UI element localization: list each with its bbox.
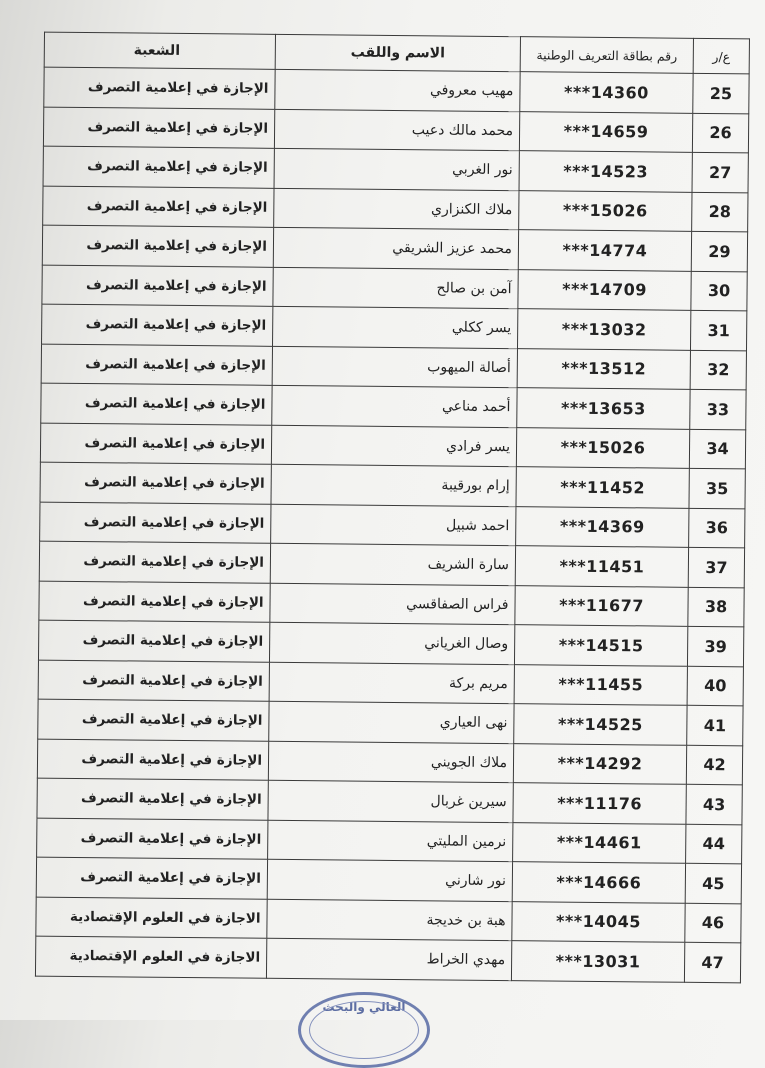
row-full-name: مهدي الخراط: [266, 938, 511, 980]
row-full-name: نهى العياري: [269, 701, 514, 743]
row-full-name: نور الغربي: [274, 148, 519, 190]
row-full-name: يسر فرادي: [271, 425, 516, 467]
row-order-number: 32: [690, 350, 746, 390]
row-order-number: 31: [690, 310, 746, 350]
row-national-id: 11455***: [514, 664, 687, 705]
table-row: [41, 383, 746, 429]
row-order-number: 33: [690, 389, 746, 429]
table-row: [42, 304, 747, 350]
stamp-text: العالي والبحث: [322, 1000, 406, 1014]
table-row: [36, 897, 741, 943]
row-branch: الإجازة في إعلامية التصرف: [42, 265, 273, 307]
row-order-number: 39: [687, 626, 743, 666]
row-national-id: 13653***: [517, 388, 690, 429]
table-row: [42, 225, 747, 271]
row-branch: الإجازة في إعلامية التصرف: [38, 699, 269, 741]
row-branch: الإجازة في إعلامية التصرف: [43, 186, 274, 228]
row-order-number: 35: [689, 468, 745, 508]
row-order-number: 41: [687, 705, 743, 745]
row-branch: الاجازة في العلوم الإقتصادية: [35, 936, 266, 978]
row-national-id: 11677***: [515, 585, 688, 626]
row-national-id: 15026***: [516, 427, 689, 468]
row-full-name: هبة بن خديجة: [267, 899, 512, 941]
table-row: [39, 581, 744, 627]
row-order-number: 28: [692, 192, 748, 232]
row-national-id: 11451***: [515, 546, 688, 587]
row-national-id: 14709***: [518, 269, 691, 310]
row-order-number: 34: [689, 429, 745, 469]
row-full-name: نور شارني: [267, 859, 512, 901]
row-branch: الإجازة في إعلامية التصرف: [42, 225, 273, 267]
table-row: [40, 423, 745, 469]
header-national-id: رقم بطاقة التعريف الوطنية: [520, 37, 693, 74]
table-row: [37, 739, 742, 785]
row-national-id: 13512***: [517, 348, 690, 389]
row-full-name: إرام بورقيبة: [271, 464, 516, 506]
header-order-number: ع/ر: [693, 38, 749, 74]
row-full-name: سارة الشريف: [270, 543, 515, 585]
row-branch: الإجازة في إعلامية التصرف: [37, 818, 268, 860]
row-national-id: 13031***: [511, 941, 684, 982]
row-order-number: 30: [691, 271, 747, 311]
row-order-number: 46: [685, 903, 741, 943]
table-row: [44, 67, 749, 113]
row-full-name: يسر ككلي: [273, 306, 518, 348]
row-order-number: 25: [693, 73, 749, 113]
header-full-name: الاسم واللقب: [275, 34, 520, 71]
table-row: [38, 699, 743, 745]
row-national-id: 14666***: [512, 862, 685, 903]
row-branch: الإجازة في إعلامية التصرف: [39, 541, 270, 583]
row-full-name: ملاك الجويني: [268, 741, 513, 783]
row-order-number: 40: [687, 666, 743, 706]
row-branch: الإجازة في إعلامية التصرف: [38, 660, 269, 702]
table-row: [40, 462, 745, 508]
row-full-name: فراس الصفاقسي: [270, 583, 515, 625]
row-full-name: احمد شبيل: [271, 504, 516, 546]
table-row: [42, 265, 747, 311]
row-branch: الإجازة في إعلامية التصرف: [37, 739, 268, 781]
row-branch: الإجازة في إعلامية التصرف: [41, 344, 272, 386]
row-order-number: 36: [689, 508, 745, 548]
row-branch: الإجازة في إعلامية التصرف: [44, 67, 275, 109]
row-order-number: 42: [686, 745, 742, 785]
row-branch: الإجازة في إعلامية التصرف: [37, 778, 268, 820]
row-full-name: مريم بركة: [269, 662, 514, 704]
table-row: [38, 660, 743, 706]
row-full-name: سيرين غربال: [268, 780, 513, 822]
table-row: [43, 107, 748, 153]
row-order-number: 27: [692, 152, 748, 192]
table-row: [37, 818, 742, 864]
row-branch: الإجازة في إعلامية التصرف: [41, 383, 272, 425]
row-full-name: نرمين المليتي: [268, 820, 513, 862]
row-national-id: 14659***: [519, 111, 692, 152]
row-national-id: 14515***: [514, 625, 687, 666]
row-full-name: آمن بن صالح: [273, 267, 518, 309]
row-national-id: 14774***: [518, 230, 691, 271]
row-national-id: 14292***: [513, 743, 686, 784]
row-national-id: 13032***: [517, 309, 690, 350]
row-order-number: 29: [691, 231, 747, 271]
row-branch: الإجازة في إعلامية التصرف: [43, 107, 274, 149]
row-full-name: محمد مالك دعيب: [274, 109, 519, 151]
row-national-id: 14523***: [519, 151, 692, 192]
table-row: [43, 146, 748, 192]
stamp-inner-ring: [309, 1001, 419, 1059]
row-order-number: 44: [686, 824, 742, 864]
table-row: [36, 857, 741, 903]
students-table: [35, 32, 750, 983]
row-branch: الإجازة في إعلامية التصرف: [39, 581, 270, 623]
table-row: [41, 344, 746, 390]
row-branch: الإجازة في إعلامية التصرف: [43, 146, 274, 188]
row-full-name: أحمد مناعي: [272, 385, 517, 427]
row-full-name: مهيب معروفي: [275, 69, 520, 111]
row-order-number: 38: [688, 587, 744, 627]
row-branch: الإجازة في إعلامية التصرف: [40, 423, 271, 465]
official-stamp: [298, 992, 430, 1068]
row-branch: الاجازة في العلوم الإقتصادية: [36, 897, 267, 939]
row-national-id: 14369***: [516, 506, 689, 547]
table-row: [40, 502, 745, 548]
table-row: [38, 620, 743, 666]
table-body: [35, 67, 749, 982]
row-full-name: محمد عزيز الشريقي: [273, 227, 518, 269]
row-full-name: أصالة الميهوب: [272, 346, 517, 388]
table-row: [35, 936, 740, 982]
row-branch: الإجازة في إعلامية التصرف: [40, 462, 271, 504]
row-national-id: 11452***: [516, 467, 689, 508]
table-row: [39, 541, 744, 587]
row-national-id: 11176***: [513, 783, 686, 824]
row-full-name: وصال الغرياني: [269, 622, 514, 664]
row-national-id: 14525***: [514, 704, 687, 745]
row-branch: الإجازة في إعلامية التصرف: [42, 304, 273, 346]
row-full-name: ملاك الكنزاري: [274, 188, 519, 230]
row-order-number: 47: [684, 942, 740, 982]
row-national-id: 14461***: [513, 822, 686, 863]
table-row: [37, 778, 742, 824]
row-national-id: 15026***: [519, 190, 692, 231]
row-branch: الإجازة في إعلامية التصرف: [40, 502, 271, 544]
table-row: [43, 186, 748, 232]
row-order-number: 43: [686, 784, 742, 824]
row-national-id: 14360***: [520, 72, 693, 113]
header-branch: الشعبة: [44, 32, 275, 69]
row-branch: الإجازة في إعلامية التصرف: [36, 857, 267, 899]
row-order-number: 45: [685, 863, 741, 903]
row-order-number: 37: [688, 547, 744, 587]
row-branch: الإجازة في إعلامية التصرف: [38, 620, 269, 662]
row-order-number: 26: [692, 113, 748, 153]
row-national-id: 14045***: [512, 901, 685, 942]
